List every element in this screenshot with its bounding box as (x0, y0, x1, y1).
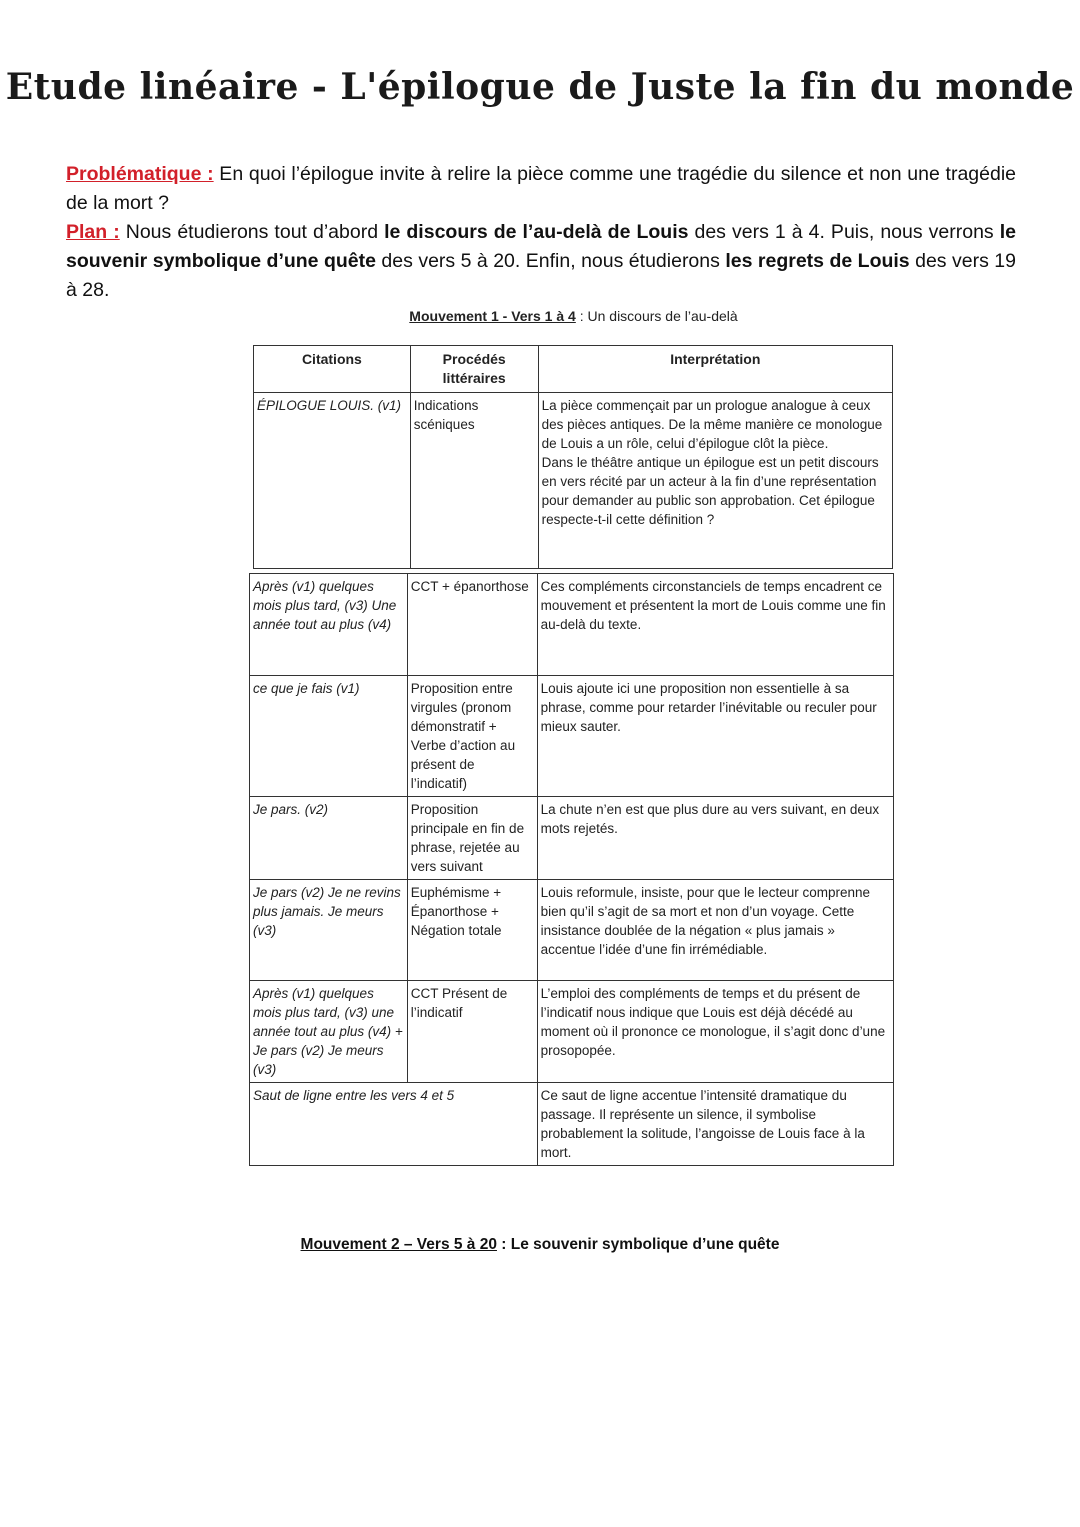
citation-cell: ce que je fais (v1) (250, 676, 408, 797)
plan-paragraph (66, 218, 1016, 305)
problematique-paragraph (66, 160, 1016, 218)
citation-cell: Après (v1) quelques mois plus tard, (v3) Une année tout au plus (v4) (250, 574, 408, 676)
plan-label: Plan : (66, 221, 120, 243)
citation-cell: Saut de ligne entre les vers 4 et 5 (250, 1083, 538, 1166)
plan-text-2: des vers 1 à 4. Puis, nous verrons (688, 221, 1000, 243)
problematique-label: Problématique : (66, 163, 214, 185)
interpretation-cell: Louis reformule, insiste, pour que le lecteur comprenne bien qu’il s’agit de sa mort et non d’un voyage. Cette insistance doublée de la négation « plus jamais » accentue l’idée d’une fin irrémédiable. (537, 880, 893, 981)
header-citations: Citations (254, 346, 411, 393)
movement-2-text: : Le souvenir symbolique d’une quête (496, 1236, 780, 1253)
analysis-table-2 (249, 573, 894, 1166)
page-title: Etude linéaire - L'épilogue de Juste la fin du monde (5, 66, 1075, 108)
problematique-text: En quoi l’épilogue invite à relire la pièce comme une tragédie du silence et non une tragédie de la mort ? (66, 163, 1016, 214)
interpretation-cell: L’emploi des compléments de temps et du présent de l’indicatif nous indique que Louis est déjà décédé au moment où il prononce ce monologue, il s’agit donc d’une prosopopée. (537, 981, 893, 1083)
interpretation-cell: Ces compléments circonstanciels de temps encadrent ce mouvement et présentent la mort de Louis comme une fin au-delà du texte. (537, 574, 893, 676)
citation-cell: Après (v1) quelques mois plus tard, (v3) une année tout au plus (v4) + Je pars (v2) Je meurs (v3) (250, 981, 408, 1083)
table-row (250, 797, 894, 880)
interpretation-text-2: Dans le théâtre antique un épilogue est un petit discours en vers récité par un acteur à la fin d’une représentation pour demander au public son approbation. Cet épilogue respecte-t-il cette définition ? (541, 455, 879, 527)
table-row (250, 880, 894, 981)
procede-cell: CCT Présent de l’indicatif (407, 981, 537, 1083)
citation-cell: ÉPILOGUE LOUIS. (v1) (254, 393, 411, 569)
citation-cell: Je pars. (v2) (250, 797, 408, 880)
table-row (250, 1083, 894, 1166)
analysis-table-1 (253, 345, 893, 569)
table-row (250, 676, 894, 797)
plan-text-1: Nous étudierons tout d’abord (119, 221, 385, 243)
interpretation-cell: Ce saut de ligne accentue l’intensité dramatique du passage. Il représente un silence, il symbolise probablement la solitude, l’angoisse de Louis face à la mort. (537, 1083, 893, 1166)
interpretation-text-1: La pièce commençait par un prologue analogue à ceux des pièces antiques. De la même manière ce monologue de Louis a un rôle, celui d’épilogue clôt la pièce. (541, 398, 883, 451)
table-row (254, 393, 893, 569)
procede-cell: Proposition entre virgules (pronom démonstratif + Verbe d’action au présent de l’indicatif) (407, 676, 537, 797)
plan-text-4: des vers 19 à 28. (66, 250, 1016, 301)
procede-cell: CCT + épanorthose (407, 574, 537, 676)
header-interpretation: Interprétation (538, 346, 892, 393)
introduction (66, 160, 1016, 305)
procede-cell: Indications scéniques (410, 393, 538, 569)
interpretation-cell: La chute n’en est que plus dure au vers suivant, en deux mots rejetés. (537, 797, 893, 880)
procede-cell: Proposition principale en fin de phrase, rejetée au vers suivant (407, 797, 537, 880)
movement-1-heading (0, 308, 1080, 324)
movement-2-label: Mouvement 2 – Vers 5 à 20 (300, 1236, 497, 1253)
movement-2-heading (0, 1236, 1080, 1254)
citation-cell: Je pars (v2) Je ne revins plus jamais. Je meurs (v3) (250, 880, 408, 981)
table-row (250, 981, 894, 1083)
interpretation-cell: Louis ajoute ici une proposition non essentielle à sa phrase, comme pour retarder l’inévitable ou reculer pour mieux sauter. (537, 676, 893, 797)
procede-cell: Euphémisme + Épanorthose + Négation totale (407, 880, 537, 981)
table-header-row (254, 346, 893, 393)
header-procedes: Procédés littéraires (410, 346, 538, 393)
plan-part-1: le discours de l’au-delà de Louis (384, 221, 689, 243)
table-row (250, 574, 894, 676)
plan-text-3: des vers 5 à 20. Enfin, nous étudierons (375, 250, 726, 272)
plan-part-3: les regrets de Louis (725, 250, 910, 272)
interpretation-cell (538, 393, 892, 569)
plan-part-2: le souvenir symbolique d’une quête (66, 221, 1016, 272)
movement-1-text: : Un discours de l’au-delà (575, 308, 738, 324)
movement-1-label: Mouvement 1 - Vers 1 à 4 (409, 308, 576, 324)
